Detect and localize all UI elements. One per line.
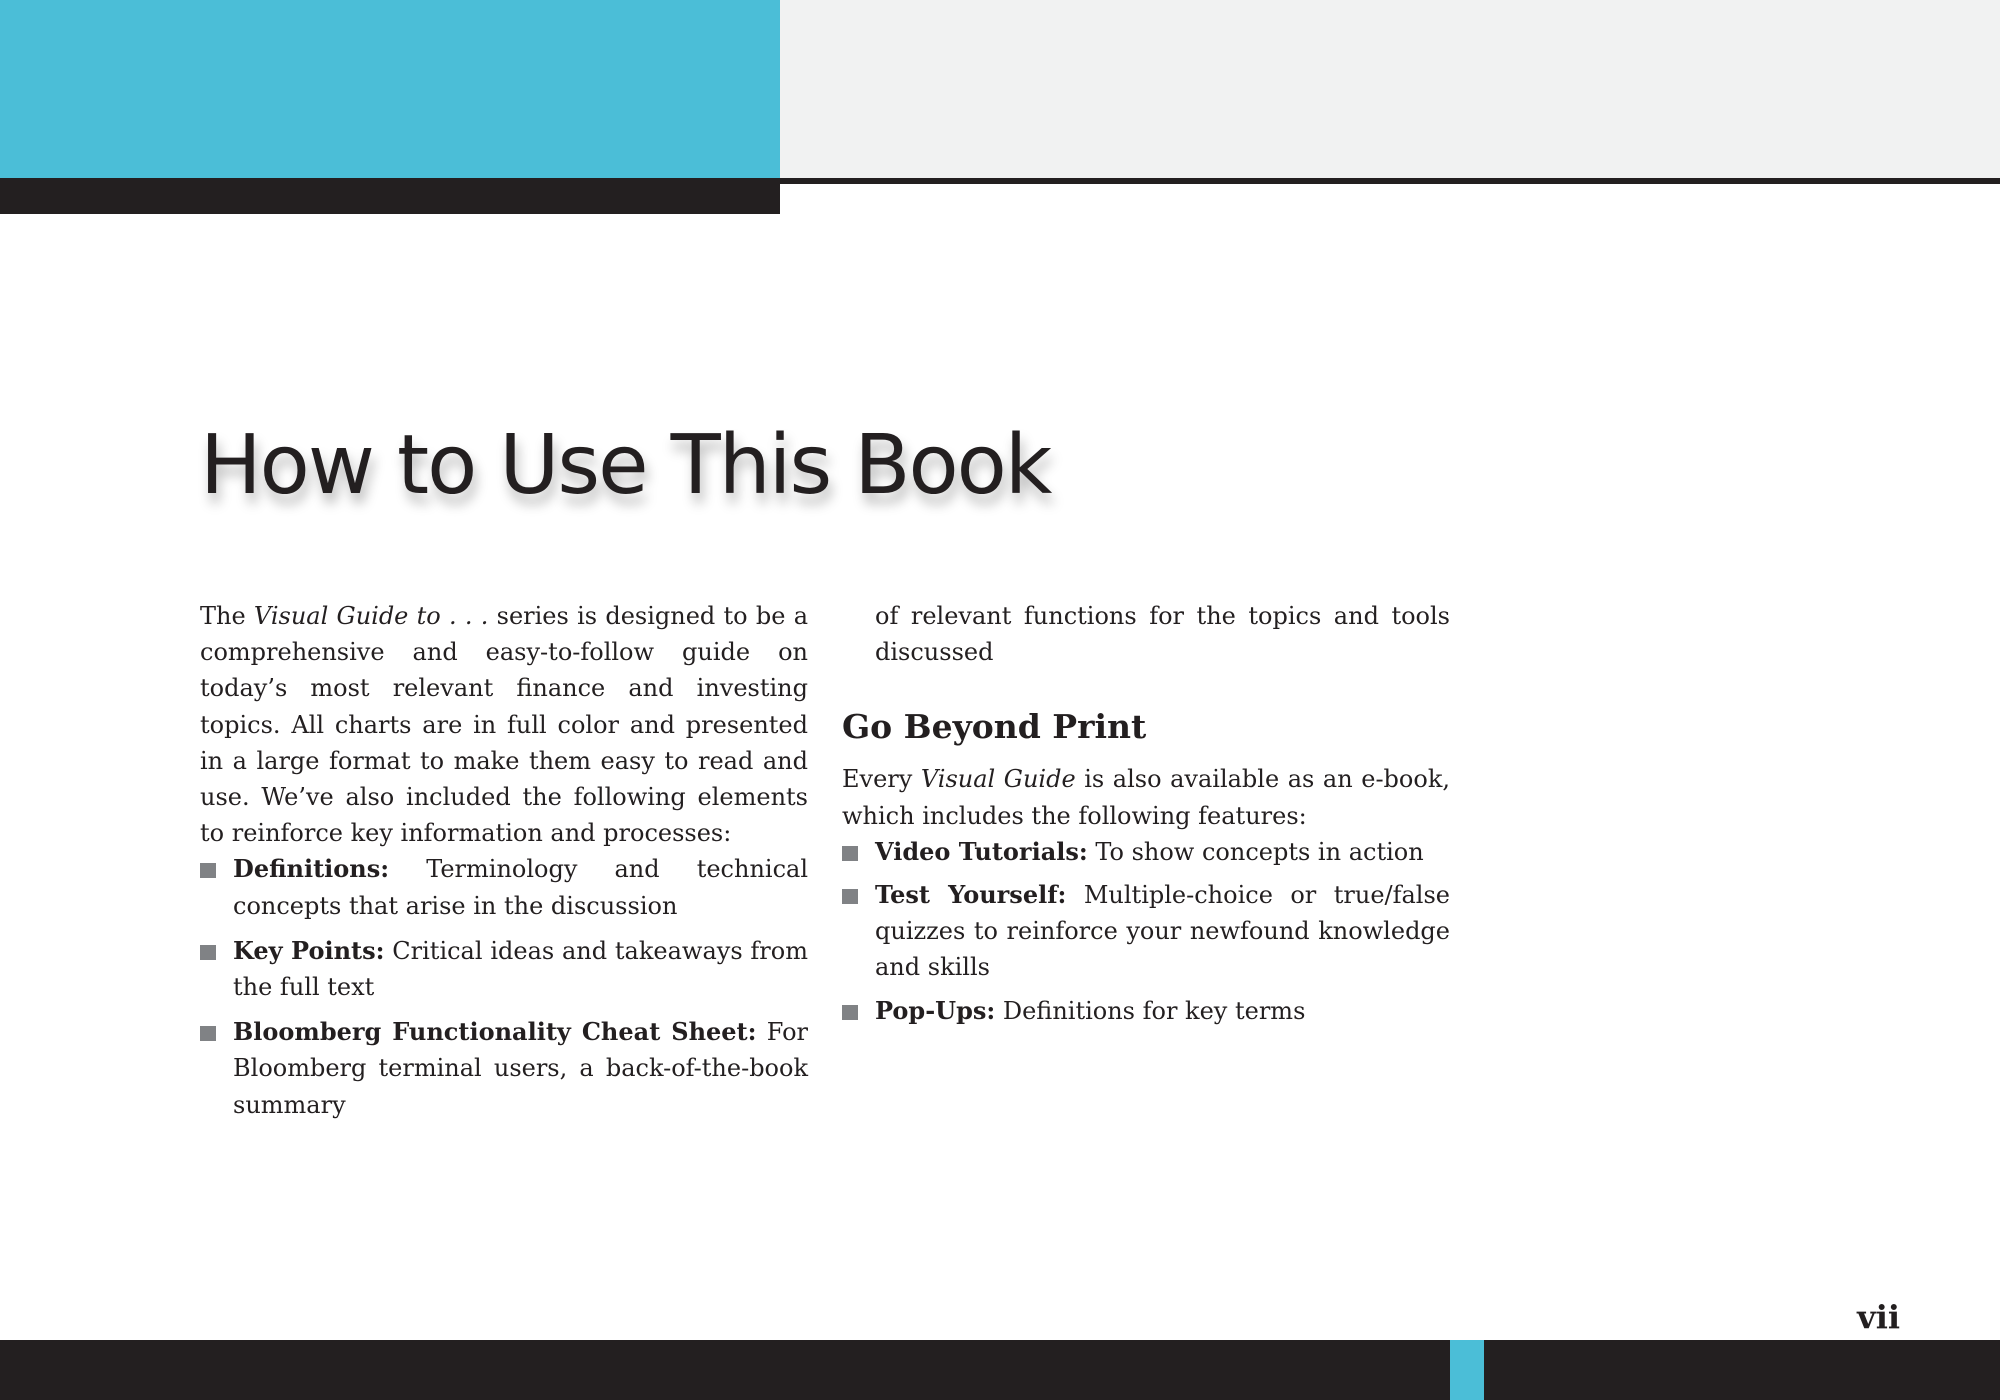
page-number: vii — [1857, 1298, 1900, 1336]
square-bullet-icon — [200, 863, 216, 878]
list-item — [200, 1014, 808, 1123]
item-term: Bloomberg Functionality Cheat Sheet: — [233, 1017, 757, 1047]
square-bullet-icon — [200, 1026, 216, 1041]
intro-text-start: The — [200, 602, 254, 630]
features-list — [842, 834, 1450, 1029]
list-item — [842, 993, 1450, 1029]
footer-bar — [0, 1340, 2000, 1400]
header-rule — [780, 178, 2000, 184]
item-text: Terminology and technical concepts that arise in the discussion — [233, 855, 808, 920]
square-bullet-icon — [842, 889, 858, 904]
list-item — [200, 933, 808, 1005]
item-term: Pop-Ups: — [875, 995, 996, 1025]
right-column — [842, 598, 1450, 1036]
list-item — [200, 851, 808, 923]
list-item — [842, 834, 1450, 870]
section-intro — [842, 761, 1450, 833]
item-text: To show concepts in action — [1087, 837, 1424, 866]
page-title: How to Use This Book — [200, 418, 1051, 513]
left-column — [200, 598, 808, 1132]
square-bullet-icon — [842, 846, 858, 861]
continued-text: of relevant functions for the topics and tools discussed — [875, 602, 1450, 667]
list-item — [842, 877, 1450, 986]
square-bullet-icon — [200, 945, 216, 960]
item-term: Test Yourself: — [875, 880, 1067, 910]
guide-title: Visual Guide — [920, 765, 1076, 794]
footer-accent — [1450, 1340, 1484, 1400]
intro-text-rest: series is designed to be a comprehensive and easy-to-follow guide on today’s most relevant finance and investing topics. All charts are in full color and presented in a large format to make them easy to read and use. We’ve also included the following elements to reinforce key information and processes: — [200, 602, 809, 848]
section-intro-start: Every — [842, 765, 921, 794]
header-dark-band — [0, 178, 780, 214]
item-term: Key Points: — [233, 935, 385, 965]
elements-list — [200, 851, 808, 1122]
section-heading: Go Beyond Print — [842, 707, 1147, 747]
item-text: Multiple-choice or true/false quizzes to reinforce your newfound knowledge and skills — [875, 881, 1450, 982]
item-text: Critical ideas and takeaways from the full text — [233, 936, 808, 1002]
item-term: Definitions: — [233, 854, 390, 884]
section-intro-rest: is also available as an e-book, which includes the following features: — [842, 765, 1450, 830]
header-light-panel — [780, 0, 2000, 178]
intro-paragraph — [200, 598, 808, 851]
item-term: Video Tutorials: — [875, 836, 1088, 866]
series-title: Visual Guide to . . . — [253, 602, 489, 630]
header-accent-block — [0, 0, 780, 178]
item-text: For Bloomberg terminal users, a back-of-the-book summary — [233, 1018, 808, 1119]
square-bullet-icon — [842, 1005, 858, 1020]
item-text: Definitions for key terms — [995, 996, 1306, 1025]
